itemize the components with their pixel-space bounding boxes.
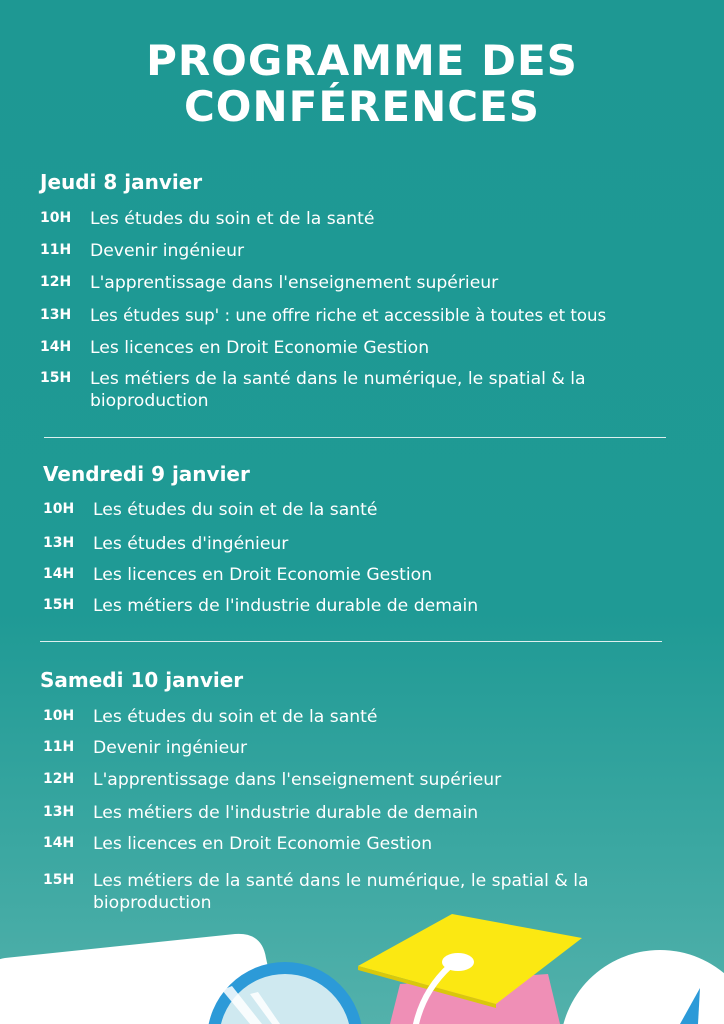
- session-time: 12H: [40, 274, 72, 290]
- session-topic: Les études sup' : une offre riche et accessible à toutes et tous: [90, 306, 607, 325]
- day-section-thursday: [40, 169, 690, 419]
- session-topic: L'apprentissage dans l'enseignement supérieur: [90, 273, 499, 293]
- session-topic: Les études du soin et de la santé: [90, 209, 375, 229]
- session-time: 11H: [40, 242, 72, 258]
- session-time: 13H: [40, 307, 72, 323]
- session-time: 15H: [40, 370, 72, 386]
- title-line-1: PROGRAMME DES: [146, 36, 578, 85]
- session-time: 11H: [43, 739, 75, 755]
- title-line-2: CONFÉRENCES: [183, 82, 540, 131]
- session-topic: Les métiers de la santé dans le numérique, le spatial & la bioproduction: [90, 369, 586, 411]
- decorative-illustrations: [0, 900, 724, 1024]
- day-title: Vendredi 9 janvier: [43, 462, 250, 486]
- session-topic: Les études d'ingénieur: [93, 534, 289, 554]
- day-title: Jeudi 8 janvier: [40, 170, 203, 194]
- session-time: 10H: [40, 210, 72, 226]
- graduation-cap-icon: [358, 914, 582, 1024]
- session-time: 14H: [40, 339, 72, 355]
- session-topic: Les métiers de l'industrie durable de demain: [93, 596, 479, 616]
- session-topic: Les métiers de l'industrie durable de demain: [93, 803, 479, 823]
- illustration-svg: [0, 900, 724, 1024]
- session-topic: Les métiers de la santé dans le numérique, le spatial & la bioproduction: [93, 871, 589, 913]
- session-time: 13H: [43, 535, 75, 551]
- day-section-friday: [43, 461, 693, 621]
- session-time: 15H: [43, 597, 75, 613]
- session-time: 15H: [43, 872, 75, 888]
- divider: [40, 641, 662, 642]
- session-time: 14H: [43, 835, 75, 851]
- session-topic: Devenir ingénieur: [90, 241, 245, 261]
- compass-icon: [560, 950, 724, 1024]
- session-time: 13H: [43, 804, 75, 820]
- session-topic: Les études du soin et de la santé: [93, 707, 378, 727]
- page-title: [0, 38, 724, 130]
- session-time: 12H: [43, 771, 75, 787]
- day-title: Samedi 10 janvier: [40, 668, 244, 692]
- session-topic: L'apprentissage dans l'enseignement supérieur: [93, 770, 502, 790]
- session-topic: Les études du soin et de la santé: [93, 500, 378, 520]
- session-time: 14H: [43, 566, 75, 582]
- session-topic: Devenir ingénieur: [93, 738, 248, 758]
- session-time: 10H: [43, 501, 75, 517]
- day-section-saturday: [40, 667, 690, 917]
- session-topic: Les licences en Droit Economie Gestion: [93, 565, 433, 585]
- divider: [44, 437, 666, 438]
- session-topic: Les licences en Droit Economie Gestion: [90, 338, 430, 358]
- session-topic: Les licences en Droit Economie Gestion: [93, 834, 433, 854]
- session-time: 10H: [43, 708, 75, 724]
